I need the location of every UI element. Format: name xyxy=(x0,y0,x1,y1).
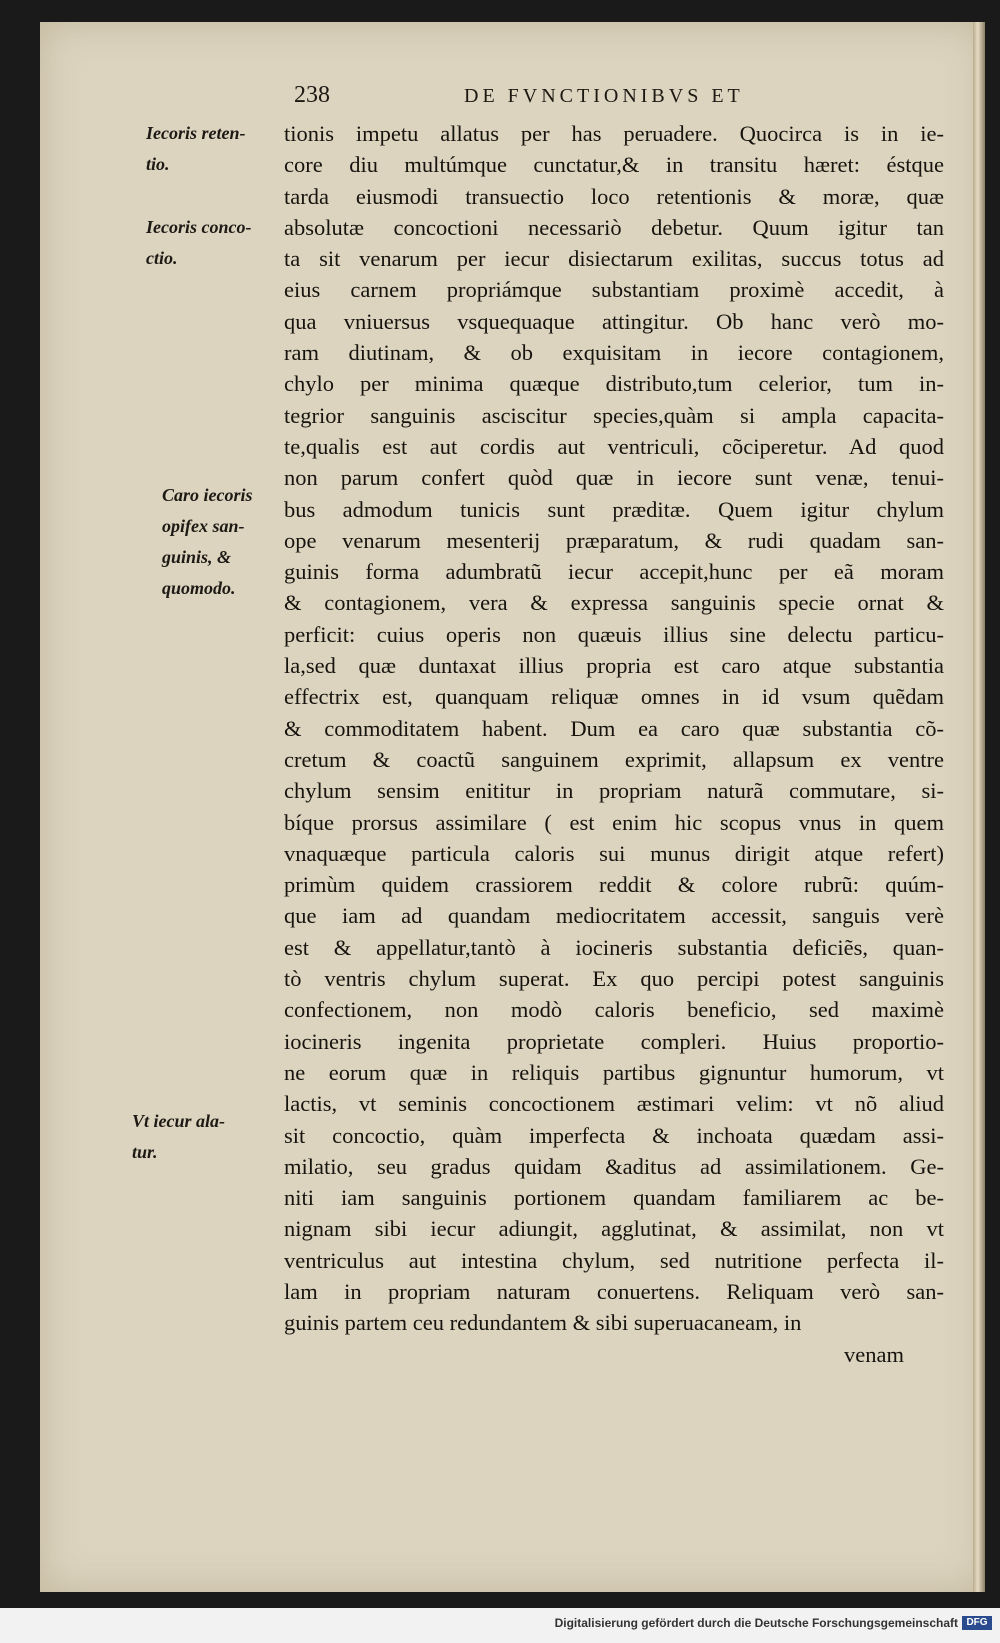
text-line: effectrix est, quanquam reliquæ omnes in id vsum quẽdam xyxy=(284,684,944,710)
text-line: core diu multúmque cunctatur,& in transitu hæret: éstque xyxy=(284,152,944,178)
catchword: venam xyxy=(844,1341,904,1367)
text-line: primùm quidem crassiorem reddit & colore rubrũ: quúm- xyxy=(284,872,944,898)
running-head xyxy=(294,82,814,114)
page-number: 238 xyxy=(294,82,330,108)
text-line: & contagionem, vera & expressa sanguinis specie ornat & xyxy=(284,590,944,616)
text-line: tionis impetu allatus per has peruadere. Quocirca is in ie- xyxy=(284,121,944,146)
text-line: eius carnem propriámque substantiam proximè accedit, à xyxy=(284,277,944,303)
text-line: milatio, seu gradus quidam &aditus ad assimilationem. Ge- xyxy=(284,1153,944,1179)
text-line: guinis forma adumbratũ iecur accepit,hunc per eã moram xyxy=(284,559,944,585)
gloss-line: Vt iecur ala- xyxy=(132,1111,225,1131)
gloss-line: Iecoris reten- xyxy=(146,123,246,143)
text-line: bus admodum tunicis sunt præditæ. Quem igitur chylum xyxy=(284,496,944,522)
text-line: est & appellatur,tantò à iocineris substantia deficiẽs, quan- xyxy=(284,934,944,960)
text-line: cretum & coactũ sanguinem exprimit, allapsum ex ventre xyxy=(284,746,944,772)
dfg-logo: DFG xyxy=(962,1616,992,1630)
text-line: lactis, vt seminis concoctionem æstimari velim: vt nõ aliud xyxy=(284,1091,944,1117)
gloss-line: Caro iecoris xyxy=(162,485,253,505)
funding-credit: Digitalisierung gefördert durch die Deutsche Forschungsgemeinschaft xyxy=(554,1616,958,1630)
marginal-gloss-concoction xyxy=(146,212,251,274)
gloss-line: Iecoris conco- xyxy=(146,217,252,237)
digitization-footer xyxy=(0,1608,1000,1643)
text-line: nignam sibi iecur adiungit, agglutinat, & assimilat, non vt xyxy=(284,1216,944,1242)
text-line: sit concoctio, quàm imperfecta & inchoata quædam assi- xyxy=(284,1122,944,1148)
page-edge xyxy=(973,22,985,1592)
marginal-gloss-flesh-of-liver xyxy=(162,480,253,604)
gloss-line: opifex san- xyxy=(162,516,245,536)
text-line: chylum sensim enititur in propriam naturã commutare, si- xyxy=(284,778,944,804)
text-line: bíque prorsus assimilare ( est enim hic scopus vnus in quem xyxy=(284,809,944,835)
text-line: perficit: cuius operis non quæuis illius sine delectu particu- xyxy=(284,621,944,647)
text-line: tegrior sanguinis asciscitur species,quàm si ampla capacita- xyxy=(284,402,944,428)
text-line: & commoditatem habent. Dum ea caro quæ substantia cõ- xyxy=(284,715,944,741)
text-line: ope venarum mesenterij præparatum, & rudi quadam san- xyxy=(284,527,944,553)
text-line: ventriculus aut intestina chylum, sed nutritione perfecta il- xyxy=(284,1247,944,1273)
running-title: DE FVNCTIONIBVS ET xyxy=(464,85,744,107)
gloss-line: quomodo. xyxy=(162,578,236,598)
marginal-gloss-liver-nourished xyxy=(132,1106,225,1168)
text-line: te,qualis est aut cordis aut ventriculi, cõciperetur. Ad quod xyxy=(284,433,944,459)
text-line: tò ventris chylum superat. Ex quo percipi potest sanguinis xyxy=(284,966,944,992)
gloss-line: tio. xyxy=(146,154,170,174)
body-text xyxy=(284,118,944,1370)
text-line: chylo per minima quæque distributo,tum celerior, tum in- xyxy=(284,371,944,397)
text-line: guinis partem ceu redundantem & sibi superuacaneam, in xyxy=(284,1310,802,1336)
gloss-line: tur. xyxy=(132,1142,158,1162)
text-line: qua vniuersus vsquequaque attingitur. Ob hanc verò mo- xyxy=(284,308,944,334)
text-line: lam in propriam naturam conuertens. Reliquam verò san- xyxy=(284,1278,944,1304)
text-line: tarda eiusmodi transuectio loco retentionis & moræ, quæ xyxy=(284,183,944,209)
marginal-gloss-retention xyxy=(146,118,245,180)
text-line: vnaquæque particula caloris sui munus dirigit atque refert) xyxy=(284,840,944,866)
text-line: que iam ad quandam mediocritatem accessit, sanguis verè xyxy=(284,903,944,929)
text-line: non parum confert quòd quæ in iecore sunt venæ, tenui- xyxy=(284,465,944,491)
text-line: niti iam sanguinis portionem quandam familiarem ac be- xyxy=(284,1185,944,1211)
text-line: iocineris ingenita proprietate compleri. Huius proportio- xyxy=(284,1028,944,1054)
text-line: ne eorum quæ in reliquis partibus gignuntur humorum, vt xyxy=(284,1059,944,1085)
gloss-line: ctio. xyxy=(146,248,178,268)
text-line: absolutæ concoctioni necessariò debetur. Quum igitur tan xyxy=(284,214,944,240)
text-line: la,sed quæ duntaxat illius propria est caro atque substantia xyxy=(284,653,944,679)
text-line: ram diutinam, & ob exquisitam in iecore contagionem, xyxy=(284,340,944,366)
text-line: ta sit venarum per iecur disiectarum exilitas, succus totus ad xyxy=(284,246,944,272)
text-line: confectionem, non modò caloris beneficio, sed maximè xyxy=(284,997,944,1023)
gloss-line: guinis, & xyxy=(162,547,232,567)
